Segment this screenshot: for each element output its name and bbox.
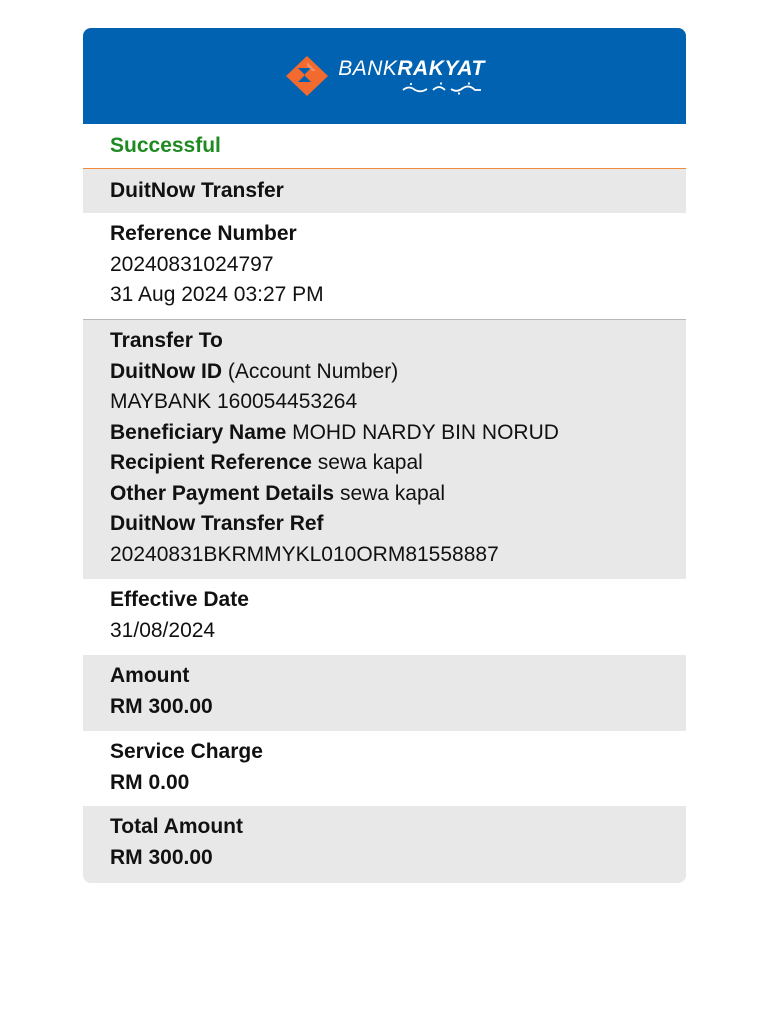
bank-logo bbox=[284, 54, 485, 98]
amount-value: RM 300.00 bbox=[110, 694, 213, 718]
amount-section bbox=[83, 655, 686, 731]
receipt-header bbox=[83, 28, 686, 124]
effective-date-label: Effective Date bbox=[110, 588, 249, 611]
transfer-to-section bbox=[83, 320, 686, 579]
total-amount-section bbox=[83, 806, 686, 881]
reference-number: 20240831024797 bbox=[110, 252, 274, 276]
recipient-account: MAYBANK 160054453264 bbox=[110, 390, 358, 413]
other-payment-details-value: sewa kapal bbox=[339, 481, 445, 505]
amount-label: Amount bbox=[110, 664, 190, 687]
jawi-script-logo bbox=[399, 81, 485, 95]
service-charge-value: RM 0.00 bbox=[110, 770, 190, 794]
beneficiary-label: Beneficiary Name bbox=[110, 420, 287, 444]
recipient-reference-value: sewa kapal bbox=[317, 451, 423, 474]
beneficiary-row bbox=[110, 418, 666, 449]
duitnow-id-row bbox=[110, 357, 666, 388]
duitnow-transfer-ref-value: 20240831BKRMMYKL010ORM81558887 bbox=[110, 542, 499, 566]
transaction-type: DuitNow Transfer bbox=[110, 178, 284, 202]
duitnow-id-label: DuitNow ID bbox=[110, 359, 222, 383]
reference-section bbox=[83, 213, 686, 320]
recipient-reference-label: Recipient Reference bbox=[110, 451, 312, 474]
bank-name-bold: RAKYAT bbox=[397, 56, 485, 80]
duitnow-id-type: (Account Number) bbox=[227, 359, 399, 383]
reference-label: Reference Number bbox=[110, 222, 297, 245]
transaction-receipt bbox=[83, 28, 686, 883]
other-payment-details-row bbox=[110, 479, 666, 510]
total-amount-value: RM 300.00 bbox=[110, 845, 213, 869]
service-charge-label: Service Charge bbox=[110, 740, 263, 763]
bank-name bbox=[338, 58, 485, 80]
transfer-to-heading: Transfer To bbox=[110, 329, 223, 352]
beneficiary-value: MOHD NARDY BIN NORUD bbox=[292, 420, 559, 444]
bank-rakyat-logo-icon bbox=[284, 54, 330, 98]
service-charge-section bbox=[83, 731, 686, 806]
duitnow-transfer-ref-label: DuitNow Transfer Ref bbox=[110, 512, 324, 535]
effective-date-section bbox=[83, 579, 686, 655]
transaction-type-row bbox=[83, 169, 686, 213]
effective-date-value: 31/08/2024 bbox=[110, 618, 216, 642]
other-payment-details-label: Other Payment Details bbox=[110, 481, 335, 505]
total-amount-label: Total Amount bbox=[110, 815, 243, 838]
recipient-reference-row bbox=[110, 448, 666, 479]
bank-name-light: BANK bbox=[338, 56, 398, 80]
transaction-datetime: 31 Aug 2024 03:27 PM bbox=[110, 283, 324, 306]
status-badge: Successful bbox=[110, 133, 221, 157]
status-row bbox=[83, 124, 686, 169]
